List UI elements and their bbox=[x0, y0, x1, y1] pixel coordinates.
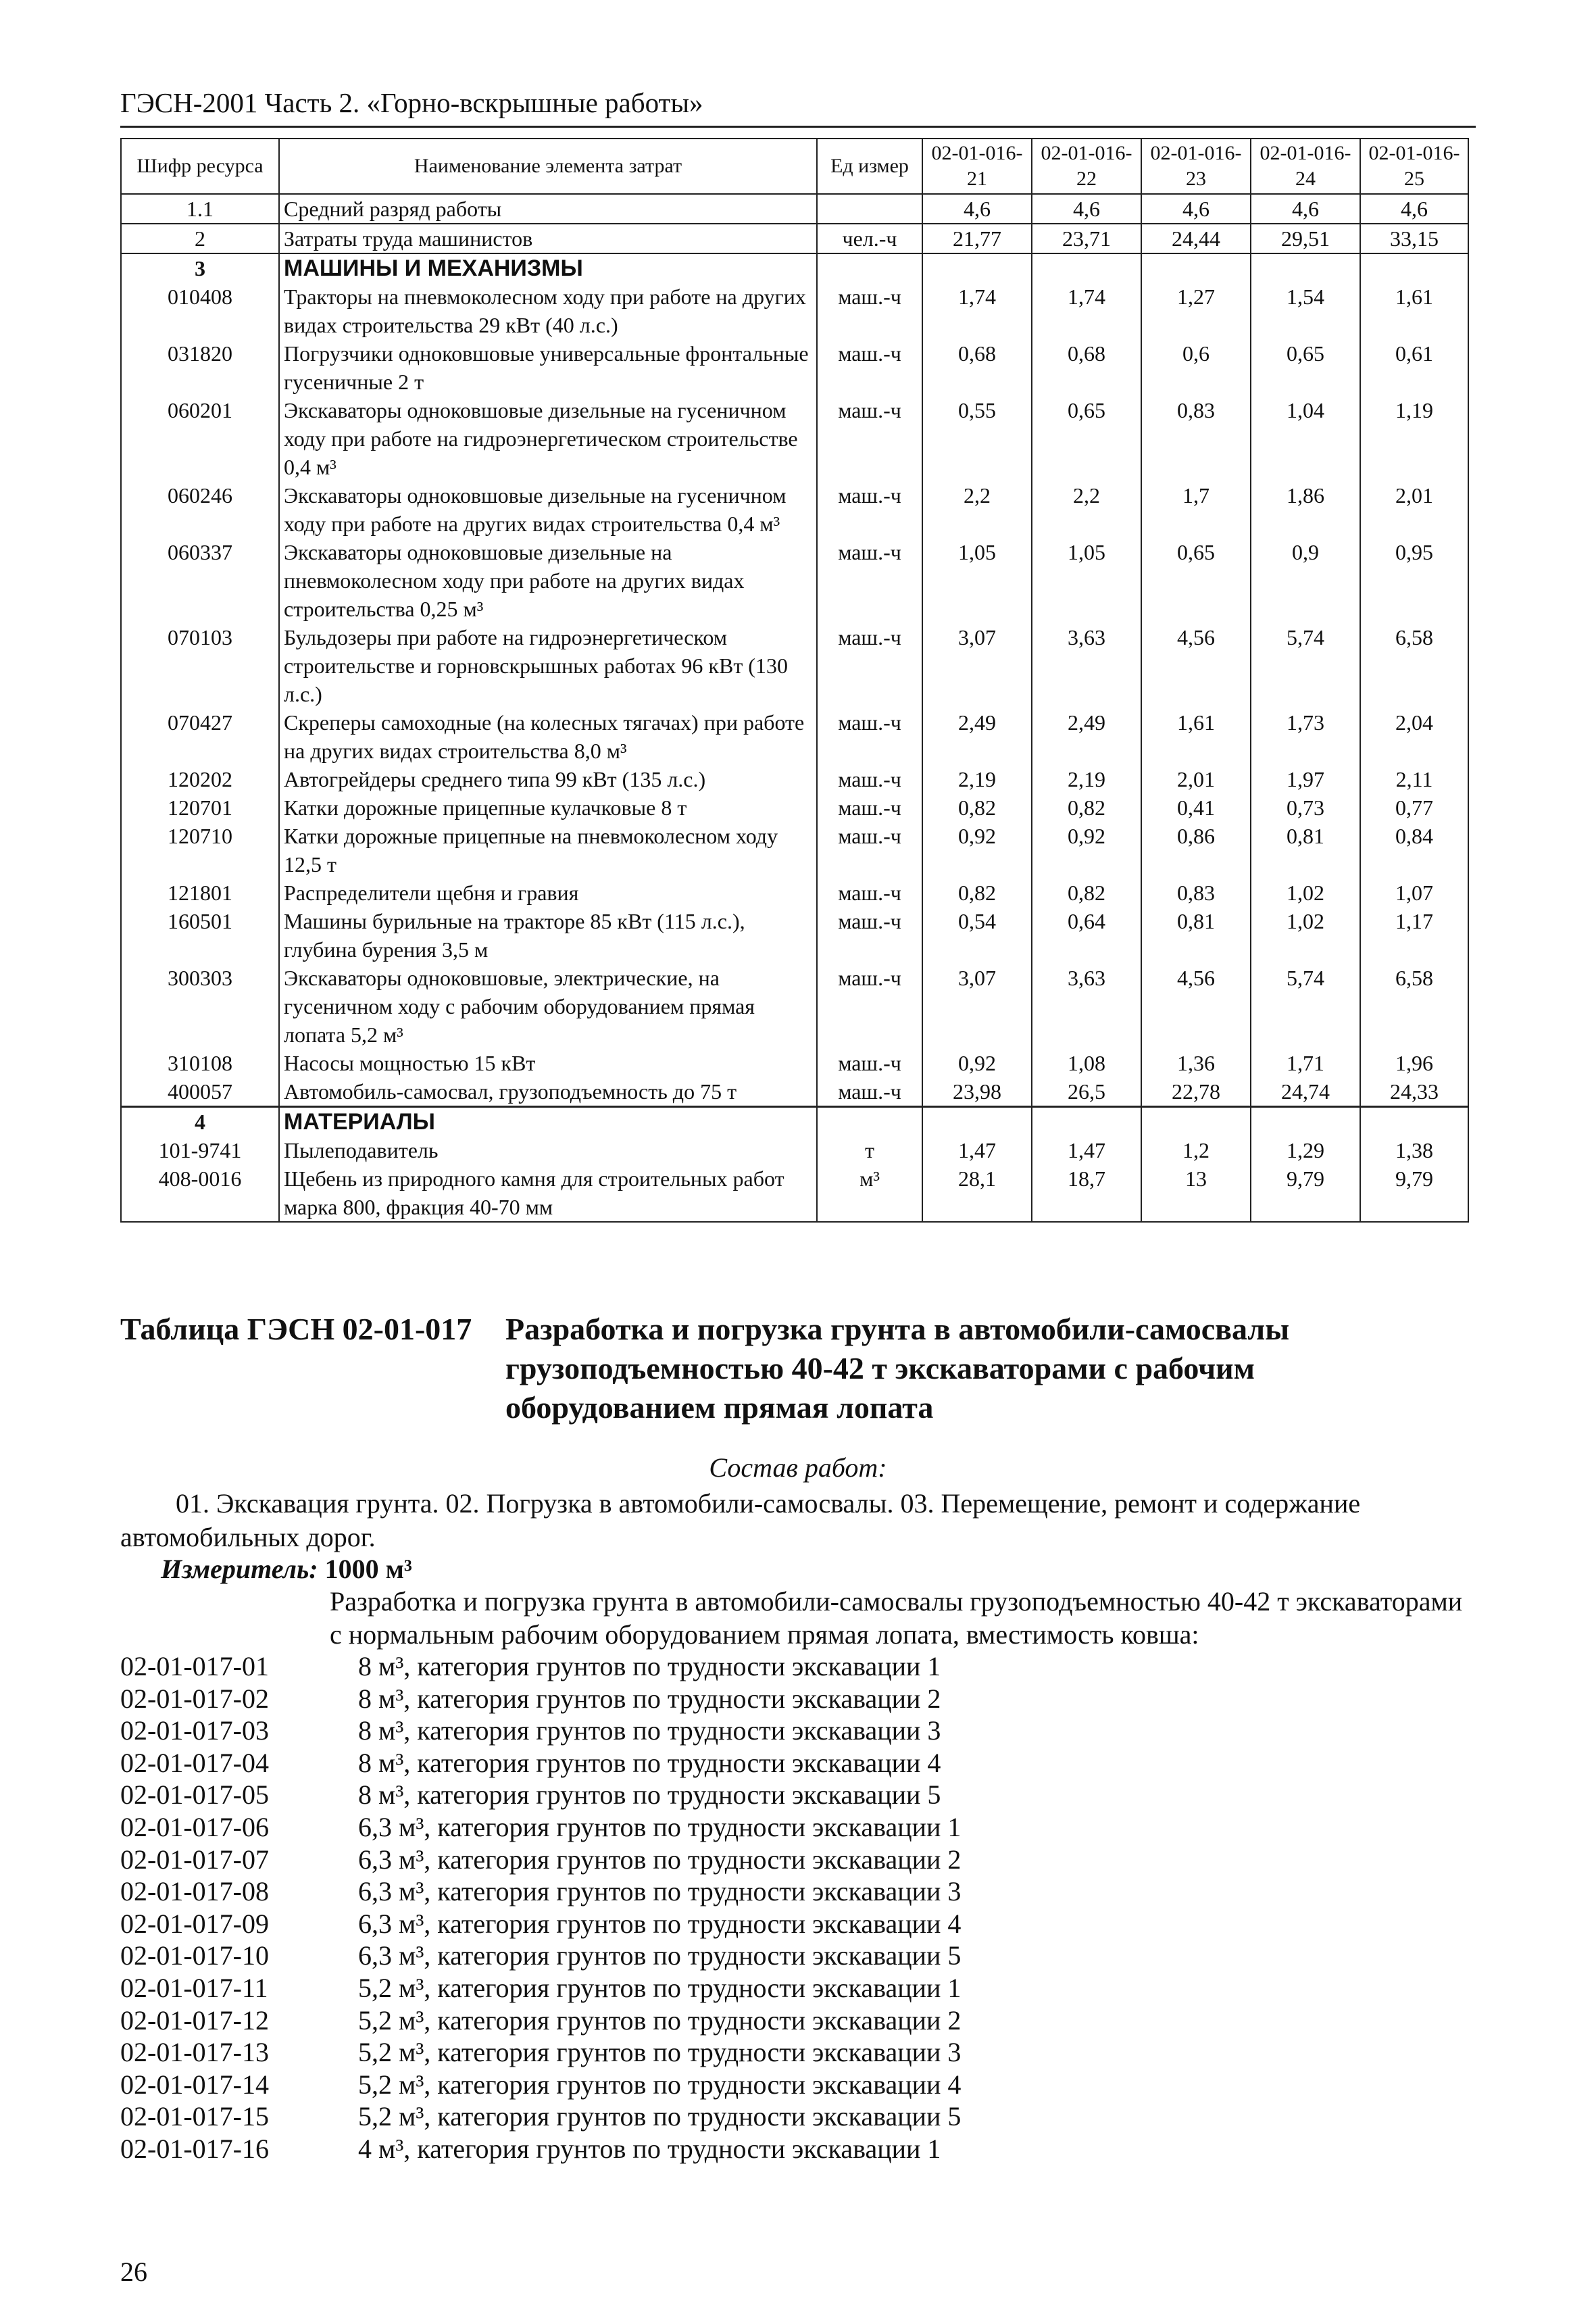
resource-name: Насосы мощностью 15 кВт bbox=[279, 1049, 817, 1077]
resource-name: Распределители щебня и гравия bbox=[279, 879, 817, 907]
table2-title-text: Разработка и погрузка грунта в автомобили-самосвалы грузоподъемностью 40-42 т экскаваторами с рабочим оборудованием прямая лопата bbox=[505, 1312, 1290, 1425]
resource-value: 1,17 bbox=[1360, 907, 1468, 964]
resource-name: Машины бурильные на тракторе 85 кВт (115 л.с.), глубина бурения 3,5 м bbox=[279, 907, 817, 964]
norm-description: 6,3 м³, категория грунтов по трудности экскавации 4 bbox=[358, 1908, 962, 1939]
norm-description: 8 м³, категория грунтов по трудности экскавации 5 bbox=[358, 1779, 941, 1811]
resource-unit: маш.-ч bbox=[817, 481, 922, 538]
table-row bbox=[121, 964, 1468, 1049]
resource-value: 1,47 bbox=[1032, 1136, 1141, 1164]
resource-name: Экскаваторы одноковшовые дизельные на пневмоколесном ходу при работе на других видах строительства 0,25 м³ bbox=[279, 538, 817, 623]
resource-code: 060201 bbox=[121, 396, 279, 481]
resource-value: 2,04 bbox=[1360, 708, 1468, 765]
composition-heading: Состав работ: bbox=[709, 1452, 887, 1483]
resource-value: 0,82 bbox=[1032, 879, 1141, 907]
resource-value: 9,79 bbox=[1251, 1164, 1360, 1222]
resource-unit: чел.-ч bbox=[817, 224, 922, 253]
resource-name: МАШИНЫ И МЕХАНИЗМЫ bbox=[279, 253, 817, 282]
resource-value: 1,04 bbox=[1251, 396, 1360, 481]
norm-description: 5,2 м³, категория грунтов по трудности экскавации 5 bbox=[358, 2101, 962, 2132]
norm-description: 8 м³, категория грунтов по трудности экскавации 3 bbox=[358, 1715, 941, 1746]
resource-value: 23,71 bbox=[1032, 224, 1141, 253]
resource-value: 0,65 bbox=[1141, 538, 1251, 623]
resource-value: 0,81 bbox=[1141, 907, 1251, 964]
norm-code: 02-01-017-09 bbox=[120, 1908, 269, 1939]
resource-value: 0,73 bbox=[1251, 793, 1360, 822]
norm-description: 8 м³, категория грунтов по трудности экскавации 2 bbox=[358, 1683, 941, 1714]
resource-value: 1,96 bbox=[1360, 1049, 1468, 1077]
resource-unit bbox=[817, 194, 922, 224]
col-header-c5: 02-01-016-25 bbox=[1360, 139, 1468, 194]
table-row bbox=[121, 481, 1468, 538]
resource-value: 4,6 bbox=[1032, 194, 1141, 224]
resource-value bbox=[1032, 253, 1141, 282]
resource-value: 0,68 bbox=[922, 339, 1032, 396]
resource-value: 0,82 bbox=[922, 879, 1032, 907]
resource-value: 0,86 bbox=[1141, 822, 1251, 879]
code-list bbox=[120, 1650, 961, 2165]
resource-value: 2,49 bbox=[922, 708, 1032, 765]
resource-name: Погрузчики одноковшовые универсальные фронтальные гусеничные 2 т bbox=[279, 339, 817, 396]
norm-code: 02-01-017-15 bbox=[120, 2101, 269, 2132]
table-row bbox=[121, 1136, 1468, 1164]
resource-value: 1,61 bbox=[1360, 282, 1468, 339]
resource-value bbox=[922, 1107, 1032, 1137]
resource-value: 1,2 bbox=[1141, 1136, 1251, 1164]
list-item bbox=[120, 1940, 961, 1972]
norm-description: 4 м³, категория грунтов по трудности экскавации 1 bbox=[358, 2133, 941, 2164]
resource-value: 24,33 bbox=[1360, 1077, 1468, 1107]
resource-value: 5,74 bbox=[1251, 964, 1360, 1049]
resource-value: 2,11 bbox=[1360, 765, 1468, 793]
list-item bbox=[120, 1650, 961, 1683]
resource-code: 4 bbox=[121, 1107, 279, 1137]
resource-name: Экскаваторы одноковшовые дизельные на гусеничном ходу при работе на других видах строительства 0,4 м³ bbox=[279, 481, 817, 538]
resource-value: 1,71 bbox=[1251, 1049, 1360, 1077]
resource-name: Затраты труда машинистов bbox=[279, 224, 817, 253]
norm-code: 02-01-017-05 bbox=[120, 1779, 269, 1811]
resource-value: 0,95 bbox=[1360, 538, 1468, 623]
resource-unit: маш.-ч bbox=[817, 793, 922, 822]
table2-title bbox=[120, 1310, 1472, 1427]
col-header-c4: 02-01-016-24 bbox=[1251, 139, 1360, 194]
resource-value: 0,81 bbox=[1251, 822, 1360, 879]
resource-unit bbox=[817, 253, 922, 282]
table-row bbox=[121, 282, 1468, 339]
resource-value: 1,02 bbox=[1251, 907, 1360, 964]
resource-value: 0,9 bbox=[1251, 538, 1360, 623]
resource-code: 310108 bbox=[121, 1049, 279, 1077]
resource-value: 2,2 bbox=[922, 481, 1032, 538]
resource-code: 2 bbox=[121, 224, 279, 253]
table-row bbox=[121, 538, 1468, 623]
resource-value: 23,98 bbox=[922, 1077, 1032, 1107]
resource-name: Автогрейдеры среднего типа 99 кВт (135 л.с.) bbox=[279, 765, 817, 793]
norm-description: 8 м³, категория грунтов по трудности экскавации 4 bbox=[358, 1747, 941, 1778]
page-number: 26 bbox=[120, 2257, 147, 2287]
meter bbox=[161, 1553, 412, 1585]
resource-value: 1,08 bbox=[1032, 1049, 1141, 1077]
resource-value: 6,58 bbox=[1360, 623, 1468, 708]
resource-value: 0,61 bbox=[1360, 339, 1468, 396]
composition-text: 01. Экскавация грунта. 02. Погрузка в автомобили-самосвалы. 03. Перемещение, ремонт и содержание автомобильных дорог. bbox=[120, 1488, 1361, 1552]
resource-code: 060246 bbox=[121, 481, 279, 538]
resource-value: 0,84 bbox=[1360, 822, 1468, 879]
resource-name: Пылеподавитель bbox=[279, 1136, 817, 1164]
resource-value: 4,6 bbox=[922, 194, 1032, 224]
resource-value: 0,83 bbox=[1141, 396, 1251, 481]
table-row bbox=[121, 1164, 1468, 1222]
norm-description: 5,2 м³, категория грунтов по трудности экскавации 1 bbox=[358, 1972, 962, 2003]
list-item bbox=[120, 1908, 961, 1940]
norm-code: 02-01-017-01 bbox=[120, 1651, 269, 1681]
meter-label: Измеритель: bbox=[161, 1554, 318, 1584]
resource-code: 010408 bbox=[121, 282, 279, 339]
resource-value bbox=[1251, 253, 1360, 282]
resource-value: 1,07 bbox=[1360, 879, 1468, 907]
norm-description: 6,3 м³, категория грунтов по трудности экскавации 3 bbox=[358, 1876, 962, 1907]
col-header-c2: 02-01-016-22 bbox=[1032, 139, 1141, 194]
resource-code: 160501 bbox=[121, 907, 279, 964]
list-item bbox=[120, 1972, 961, 2004]
resource-value bbox=[1032, 1107, 1141, 1137]
resource-value: 0,68 bbox=[1032, 339, 1141, 396]
list-item bbox=[120, 1747, 961, 1779]
table2-title-number: Таблица ГЭСН 02-01-017 bbox=[120, 1312, 472, 1346]
section-row bbox=[121, 1107, 1468, 1137]
resource-code: 120202 bbox=[121, 765, 279, 793]
resource-value: 0,83 bbox=[1141, 879, 1251, 907]
table-row bbox=[121, 907, 1468, 964]
resource-unit: маш.-ч bbox=[817, 1077, 922, 1107]
resource-code: 3 bbox=[121, 253, 279, 282]
resource-value bbox=[922, 253, 1032, 282]
header-rule bbox=[120, 126, 1476, 128]
table-header-row bbox=[121, 139, 1468, 194]
resource-code: 1.1 bbox=[121, 194, 279, 224]
table-row bbox=[121, 765, 1468, 793]
resource-code: 101-9741 bbox=[121, 1136, 279, 1164]
table-row bbox=[121, 1077, 1468, 1107]
resource-code: 120701 bbox=[121, 793, 279, 822]
table-row bbox=[121, 339, 1468, 396]
resource-value: 1,7 bbox=[1141, 481, 1251, 538]
list-item bbox=[120, 1811, 961, 1844]
resource-name: МАТЕРИАЛЫ bbox=[279, 1107, 817, 1137]
resource-name: Катки дорожные прицепные кулачковые 8 т bbox=[279, 793, 817, 822]
resource-value: 0,77 bbox=[1360, 793, 1468, 822]
resource-value: 29,51 bbox=[1251, 224, 1360, 253]
resource-value: 1,47 bbox=[922, 1136, 1032, 1164]
resource-value: 18,7 bbox=[1032, 1164, 1141, 1222]
resource-value: 2,01 bbox=[1141, 765, 1251, 793]
resource-name: Щебень из природного камня для строительных работ марка 800, фракция 40-70 мм bbox=[279, 1164, 817, 1222]
norm-code: 02-01-017-10 bbox=[120, 1940, 269, 1971]
resource-name: Тракторы на пневмоколесном ходу при работе на других видах строительства 29 кВт (40 л.с.) bbox=[279, 282, 817, 339]
resource-name: Бульдозеры при работе на гидроэнергетическом строительстве и горновскрышных работах 96 кВт (130 л.с.) bbox=[279, 623, 817, 708]
resource-value: 1,02 bbox=[1251, 879, 1360, 907]
resource-value: 24,44 bbox=[1141, 224, 1251, 253]
running-header: ГЭСН-2001 Часть 2. «Горно-вскрышные работы» bbox=[120, 87, 703, 118]
table-row bbox=[121, 1049, 1468, 1077]
norm-code: 02-01-017-11 bbox=[120, 1972, 268, 2003]
resource-value: 1,97 bbox=[1251, 765, 1360, 793]
norm-code: 02-01-017-04 bbox=[120, 1747, 269, 1778]
resource-value: 13 bbox=[1141, 1164, 1251, 1222]
resource-value: 1,74 bbox=[1032, 282, 1141, 339]
norm-description: 5,2 м³, категория грунтов по трудности экскавации 4 bbox=[358, 2069, 962, 2100]
norm-description: 6,3 м³, категория грунтов по трудности экскавации 1 bbox=[358, 1811, 962, 1842]
resource-unit: маш.-ч bbox=[817, 339, 922, 396]
table-row bbox=[121, 708, 1468, 765]
resource-unit: м³ bbox=[817, 1164, 922, 1222]
resource-table-body bbox=[121, 194, 1468, 1222]
resource-value: 0,41 bbox=[1141, 793, 1251, 822]
resource-value: 0,92 bbox=[922, 822, 1032, 879]
resource-value: 2,19 bbox=[1032, 765, 1141, 793]
resource-table bbox=[120, 138, 1469, 1223]
resource-value: 4,56 bbox=[1141, 964, 1251, 1049]
resource-value: 2,2 bbox=[1032, 481, 1141, 538]
resource-value: 22,78 bbox=[1141, 1077, 1251, 1107]
resource-unit: маш.-ч bbox=[817, 623, 922, 708]
resource-value: 1,38 bbox=[1360, 1136, 1468, 1164]
list-item bbox=[120, 2100, 961, 2133]
resource-unit: маш.-ч bbox=[817, 765, 922, 793]
resource-code: 121801 bbox=[121, 879, 279, 907]
resource-value: 26,5 bbox=[1032, 1077, 1141, 1107]
resource-value: 4,56 bbox=[1141, 623, 1251, 708]
resource-value: 33,15 bbox=[1360, 224, 1468, 253]
col-header-code: Шифр ресурса bbox=[121, 139, 279, 194]
resource-value: 5,74 bbox=[1251, 623, 1360, 708]
list-item bbox=[120, 1875, 961, 1908]
resource-unit bbox=[817, 1107, 922, 1137]
resource-name: Скреперы самоходные (на колесных тягачах) при работе на других видах строительства 8,0 м³ bbox=[279, 708, 817, 765]
resource-value: 1,27 bbox=[1141, 282, 1251, 339]
norm-code: 02-01-017-13 bbox=[120, 2037, 269, 2068]
resource-value bbox=[1360, 253, 1468, 282]
resource-unit: маш.-ч bbox=[817, 879, 922, 907]
list-item bbox=[120, 2036, 961, 2069]
resource-code: 408-0016 bbox=[121, 1164, 279, 1222]
resource-value: 3,63 bbox=[1032, 964, 1141, 1049]
resource-value: 0,92 bbox=[922, 1049, 1032, 1077]
norm-code: 02-01-017-14 bbox=[120, 2069, 269, 2100]
list-item bbox=[120, 1779, 961, 1811]
resource-unit: т bbox=[817, 1136, 922, 1164]
resource-value: 1,86 bbox=[1251, 481, 1360, 538]
resource-name: Экскаваторы одноковшовые, электрические, на гусеничном ходу с рабочим оборудованием прямая лопата 5,2 м³ bbox=[279, 964, 817, 1049]
resource-unit: маш.-ч bbox=[817, 708, 922, 765]
resource-value: 4,6 bbox=[1360, 194, 1468, 224]
resource-value: 9,79 bbox=[1360, 1164, 1468, 1222]
resource-value: 2,49 bbox=[1032, 708, 1141, 765]
table-row bbox=[121, 879, 1468, 907]
resource-value: 1,36 bbox=[1141, 1049, 1251, 1077]
resource-value: 2,01 bbox=[1360, 481, 1468, 538]
resource-unit: маш.-ч bbox=[817, 822, 922, 879]
list-item bbox=[120, 1683, 961, 1715]
list-item bbox=[120, 1715, 961, 1747]
resource-value: 28,1 bbox=[922, 1164, 1032, 1222]
table-row bbox=[121, 224, 1468, 253]
col-header-unit: Ед измер bbox=[817, 139, 922, 194]
resource-value: 0,54 bbox=[922, 907, 1032, 964]
resource-code: 060337 bbox=[121, 538, 279, 623]
resource-value bbox=[1251, 1107, 1360, 1137]
resource-unit: маш.-ч bbox=[817, 964, 922, 1049]
resource-value: 0,55 bbox=[922, 396, 1032, 481]
resource-name: Автомобиль-самосвал, грузоподъемность до 75 т bbox=[279, 1077, 817, 1107]
resource-code: 070103 bbox=[121, 623, 279, 708]
table2-intro: Разработка и погрузка грунта в автомобили-самосвалы грузоподъемностью 40-42 т экскаваторами с нормальным рабочим оборудованием прямая лопата, вместимость ковша: bbox=[330, 1586, 1463, 1650]
list-item bbox=[120, 2004, 961, 2037]
resource-value: 0,6 bbox=[1141, 339, 1251, 396]
resource-value: 1,05 bbox=[1032, 538, 1141, 623]
resource-unit: маш.-ч bbox=[817, 907, 922, 964]
resource-value: 1,73 bbox=[1251, 708, 1360, 765]
resource-value: 1,29 bbox=[1251, 1136, 1360, 1164]
table-row bbox=[121, 396, 1468, 481]
resource-value bbox=[1141, 1107, 1251, 1137]
list-item bbox=[120, 2133, 961, 2165]
resource-value: 1,61 bbox=[1141, 708, 1251, 765]
resource-value: 3,07 bbox=[922, 623, 1032, 708]
table-row bbox=[121, 194, 1468, 224]
table-row bbox=[121, 822, 1468, 879]
resource-value: 3,63 bbox=[1032, 623, 1141, 708]
norm-code: 02-01-017-07 bbox=[120, 1844, 269, 1875]
resource-value: 4,6 bbox=[1141, 194, 1251, 224]
resource-value bbox=[1360, 1107, 1468, 1137]
resource-code: 120710 bbox=[121, 822, 279, 879]
resource-value: 1,74 bbox=[922, 282, 1032, 339]
resource-value: 21,77 bbox=[922, 224, 1032, 253]
resource-value: 0,92 bbox=[1032, 822, 1141, 879]
resource-value: 0,65 bbox=[1251, 339, 1360, 396]
resource-unit: маш.-ч bbox=[817, 282, 922, 339]
resource-unit: маш.-ч bbox=[817, 396, 922, 481]
resource-value: 4,6 bbox=[1251, 194, 1360, 224]
norm-description: 8 м³, категория грунтов по трудности экскавации 1 bbox=[358, 1651, 941, 1681]
resource-code: 400057 bbox=[121, 1077, 279, 1107]
norm-code: 02-01-017-08 bbox=[120, 1876, 269, 1907]
resource-value: 6,58 bbox=[1360, 964, 1468, 1049]
norm-code: 02-01-017-03 bbox=[120, 1715, 269, 1746]
norm-code: 02-01-017-06 bbox=[120, 1811, 269, 1842]
resource-value: 0,82 bbox=[1032, 793, 1141, 822]
resource-name: Катки дорожные прицепные на пневмоколесном ходу 12,5 т bbox=[279, 822, 817, 879]
resource-value: 1,54 bbox=[1251, 282, 1360, 339]
table-row bbox=[121, 623, 1468, 708]
col-header-c3: 02-01-016-23 bbox=[1141, 139, 1251, 194]
norm-code: 02-01-017-02 bbox=[120, 1683, 269, 1714]
resource-name: Экскаваторы одноковшовые дизельные на гусеничном ходу при работе на гидроэнергетическом строительстве 0,4 м³ bbox=[279, 396, 817, 481]
resource-code: 031820 bbox=[121, 339, 279, 396]
norm-description: 5,2 м³, категория грунтов по трудности экскавации 3 bbox=[358, 2037, 962, 2068]
resource-unit: маш.-ч bbox=[817, 1049, 922, 1077]
resource-value: 0,82 bbox=[922, 793, 1032, 822]
resource-code: 070427 bbox=[121, 708, 279, 765]
resource-name: Средний разряд работы bbox=[279, 194, 817, 224]
resource-value: 0,65 bbox=[1032, 396, 1141, 481]
norm-description: 6,3 м³, категория грунтов по трудности экскавации 2 bbox=[358, 1844, 962, 1875]
meter-value: 1000 м³ bbox=[324, 1554, 412, 1584]
norm-description: 5,2 м³, категория грунтов по трудности экскавации 2 bbox=[358, 2004, 962, 2036]
col-header-name: Наименование элемента затрат bbox=[279, 139, 817, 194]
section-row bbox=[121, 253, 1468, 282]
table-row bbox=[121, 793, 1468, 822]
resource-value: 3,07 bbox=[922, 964, 1032, 1049]
resource-value bbox=[1141, 253, 1251, 282]
list-item bbox=[120, 1844, 961, 1876]
norm-code: 02-01-017-16 bbox=[120, 2133, 269, 2164]
resource-value: 1,19 bbox=[1360, 396, 1468, 481]
norm-description: 6,3 м³, категория грунтов по трудности экскавации 5 bbox=[358, 1940, 962, 1971]
resource-code: 300303 bbox=[121, 964, 279, 1049]
resource-value: 2,19 bbox=[922, 765, 1032, 793]
resource-value: 24,74 bbox=[1251, 1077, 1360, 1107]
resource-value: 0,64 bbox=[1032, 907, 1141, 964]
resource-unit: маш.-ч bbox=[817, 538, 922, 623]
list-item bbox=[120, 2069, 961, 2101]
resource-value: 1,05 bbox=[922, 538, 1032, 623]
col-header-c1: 02-01-016-21 bbox=[922, 139, 1032, 194]
norm-code: 02-01-017-12 bbox=[120, 2004, 269, 2036]
